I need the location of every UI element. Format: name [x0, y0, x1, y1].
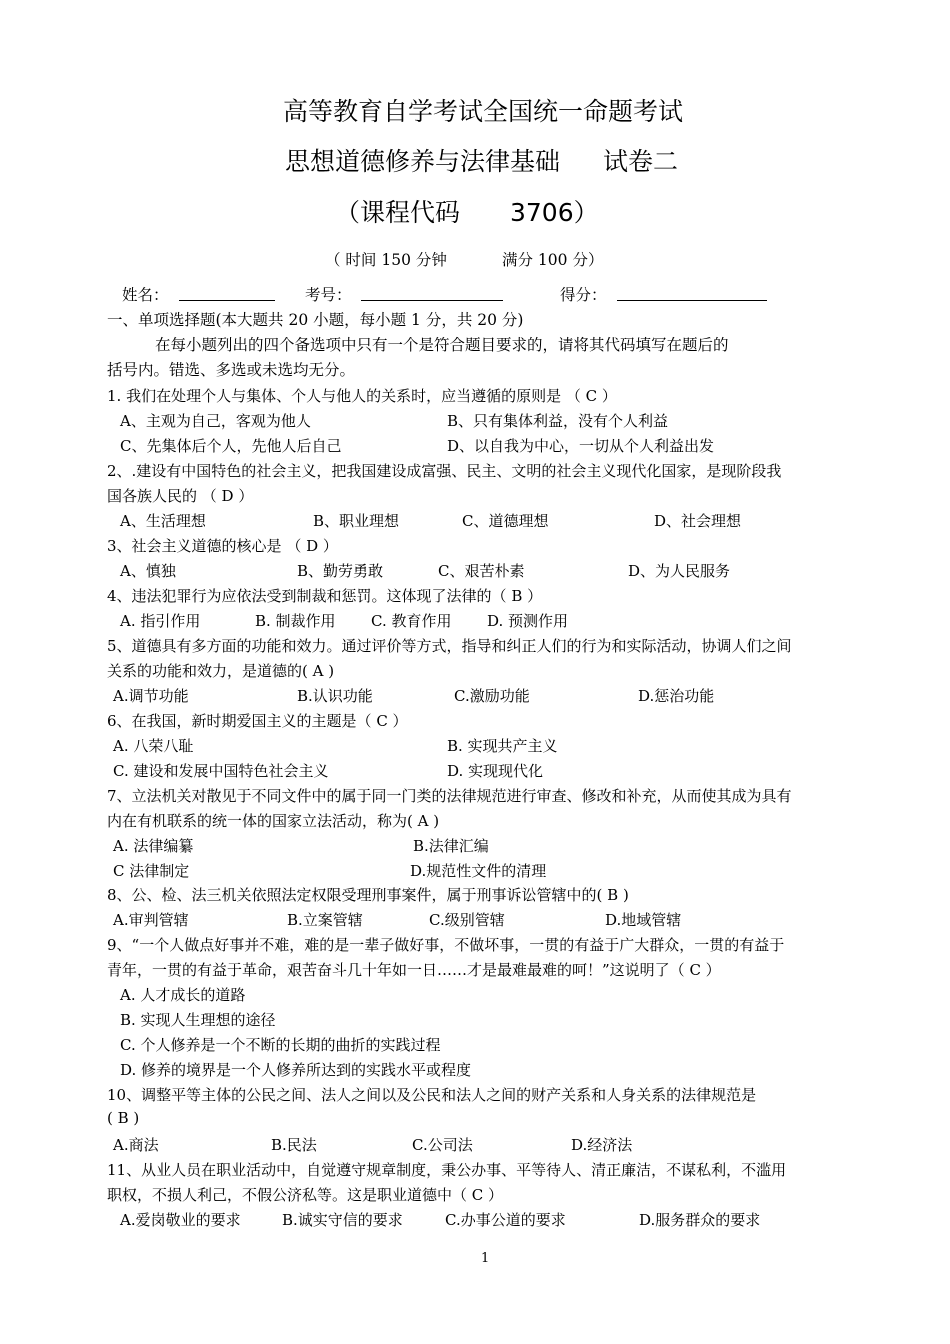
question-stem: 8、公、检、法三机关依照法定权限受理刑事案件，属于刑事诉讼管辖中的( B ) — [107, 886, 629, 904]
score-blank[interactable] — [617, 300, 767, 301]
question-stem: 9、“一个人做点好事并不难，难的是一辈子做好事，不做坏事，一贯的有益于广大群众，一贯的有益于 — [107, 936, 785, 954]
time-limit: （ 时间 150 分钟 — [325, 251, 447, 269]
question-stem-continued: 关系的功能和效力，是道德的( A ) — [107, 662, 335, 680]
question-stem: 10、调整平等主体的公民之间、法人之间以及公民和法人之间的财产关系和人身关系的法律规范是 — [107, 1086, 757, 1104]
name-blank[interactable] — [179, 300, 275, 301]
question-stem: 11、从业人员在职业活动中，自觉遵守规章制度，秉公办事、平等待人、清正廉洁，不谋私利，不滥用 — [107, 1161, 787, 1179]
question-stem-continued: 青年，一贯的有益于革命，艰苦奋斗几十年如一日……才是最难最难的呵！”这说明了（ C ） — [107, 961, 721, 979]
question-stem: 6、在我国，新时期爱国主义的主题是（ C ） — [107, 712, 408, 730]
option-d: D.地域管辖 — [605, 911, 682, 929]
question-stem-continued: 内在有机联系的统一体的国家立法活动，称为( A ) — [107, 812, 440, 830]
option-d: D.经济法 — [571, 1136, 633, 1154]
option-a: A.爱岗敬业的要求 — [120, 1211, 241, 1229]
option-b: B、勤劳勇敢 — [297, 562, 384, 580]
option-a: A.商法 — [113, 1136, 159, 1154]
option-d: D. 实现现代化 — [447, 762, 544, 780]
course-code-number: 3706） — [510, 198, 599, 227]
exam-id-label: 考号： — [305, 286, 352, 304]
option-c: C.级别管辖 — [429, 911, 505, 929]
paper-label: 试卷二 — [603, 147, 679, 176]
option-c: C. 个人修养是一个不断的长期的曲折的实践过程 — [120, 1036, 441, 1054]
option-b: B、职业理想 — [313, 512, 400, 530]
option-d: D、为人民服务 — [628, 562, 731, 580]
option-a: A、慎独 — [120, 562, 176, 580]
section-title: 一、单项选择题(本大题共 20 小题，每小题 1 分，共 20 分) — [107, 311, 524, 329]
exam-id-blank[interactable] — [361, 300, 503, 301]
option-c: C.公司法 — [412, 1136, 473, 1154]
option-a: A. 八荣八耻 — [113, 737, 194, 755]
option-a: A. 指引作用 — [120, 612, 201, 630]
option-b: B.立案管辖 — [287, 911, 363, 929]
section-instruction-line1: 在每小题列出的四个备选项中只有一个是符合题目要求的，请将其代码填写在题后的 — [155, 336, 729, 354]
option-a: A. 法律编纂 — [113, 837, 194, 855]
option-b: B. 制裁作用 — [255, 612, 336, 630]
option-d: D. 修养的境界是一个人修养所达到的实践水平或程度 — [120, 1061, 472, 1079]
option-b: B.认识功能 — [297, 687, 373, 705]
question-stem-continued: ( B ) — [107, 1109, 140, 1127]
option-c: C. 建设和发展中国特色社会主义 — [113, 762, 329, 780]
exam-title: 高等教育自学考试全国统一命题考试 — [283, 97, 684, 126]
option-b: B.诚实守信的要求 — [282, 1211, 403, 1229]
question-stem: 4、违法犯罪行为应依法受到制裁和惩罚。这体现了法律的（ B ） — [107, 587, 543, 605]
option-c: C.办事公道的要求 — [445, 1211, 566, 1229]
course-code-label: （课程代码 — [335, 198, 461, 227]
option-b: B. 实现共产主义 — [447, 737, 558, 755]
option-c: C、先集体后个人，先他人后自己 — [120, 437, 342, 455]
question-stem: 7、立法机关对散见于不同文件中的属于同一门类的法律规范进行审查、修改和补充，从而使其成为具有 — [107, 787, 792, 805]
question-stem: 5、道德具有多方面的功能和效力。通过评价等方式，指导和纠正人们的行为和实际活动，协调人们之间 — [107, 637, 792, 655]
option-c: C 法律制定 — [113, 862, 190, 880]
option-b: B.民法 — [271, 1136, 317, 1154]
option-d: D、社会理想 — [654, 512, 742, 530]
option-d: D.服务群众的要求 — [639, 1211, 761, 1229]
option-a: A、生活理想 — [120, 512, 206, 530]
option-a: A.调节功能 — [113, 687, 189, 705]
question-stem-continued: 国各族人民的 （ D ） — [107, 487, 254, 505]
option-b: B、只有集体利益，没有个人利益 — [447, 412, 669, 430]
option-c: C、道德理想 — [462, 512, 549, 530]
option-b: B. 实现人生理想的途径 — [120, 1011, 276, 1029]
question-stem: 1. 我们在处理个人与集体、个人与他人的关系时，应当遵循的原则是 （ C ） — [107, 387, 617, 405]
option-a: A. 人才成长的道路 — [120, 986, 246, 1004]
page-number: 1 — [481, 1251, 490, 1266]
option-d: D. 预测作用 — [487, 612, 569, 630]
option-d: D.规范性文件的清理 — [410, 862, 547, 880]
option-b: B.法律汇编 — [413, 837, 489, 855]
option-c: C. 教育作用 — [371, 612, 452, 630]
name-label: 姓名： — [122, 286, 169, 304]
question-stem: 3、社会主义道德的核心是 （ D ） — [107, 537, 338, 555]
option-c: C、艰苦朴素 — [438, 562, 525, 580]
option-d: D.惩治功能 — [638, 687, 715, 705]
score-label: 得分： — [560, 286, 607, 304]
subject-title: 思想道德修养与法律基础 — [285, 147, 561, 176]
option-a: A.审判管辖 — [113, 911, 189, 929]
full-score: 满分 100 分） — [502, 251, 604, 269]
option-a: A、主观为自己，客观为他人 — [120, 412, 311, 430]
question-stem: 2、.建设有中国特色的社会主义，把我国建设成富强、民主、文明的社会主义现代化国家，是现阶段我 — [107, 462, 782, 480]
option-c: C.激励功能 — [454, 687, 530, 705]
option-d: D、以自我为中心，一切从个人利益出发 — [447, 437, 715, 455]
question-stem-continued: 职权，不损人利己，不假公济私等。这是职业道德中（ C ） — [107, 1186, 504, 1204]
section-instruction-line2: 括号内。错选、多选或未选均无分。 — [107, 361, 356, 379]
